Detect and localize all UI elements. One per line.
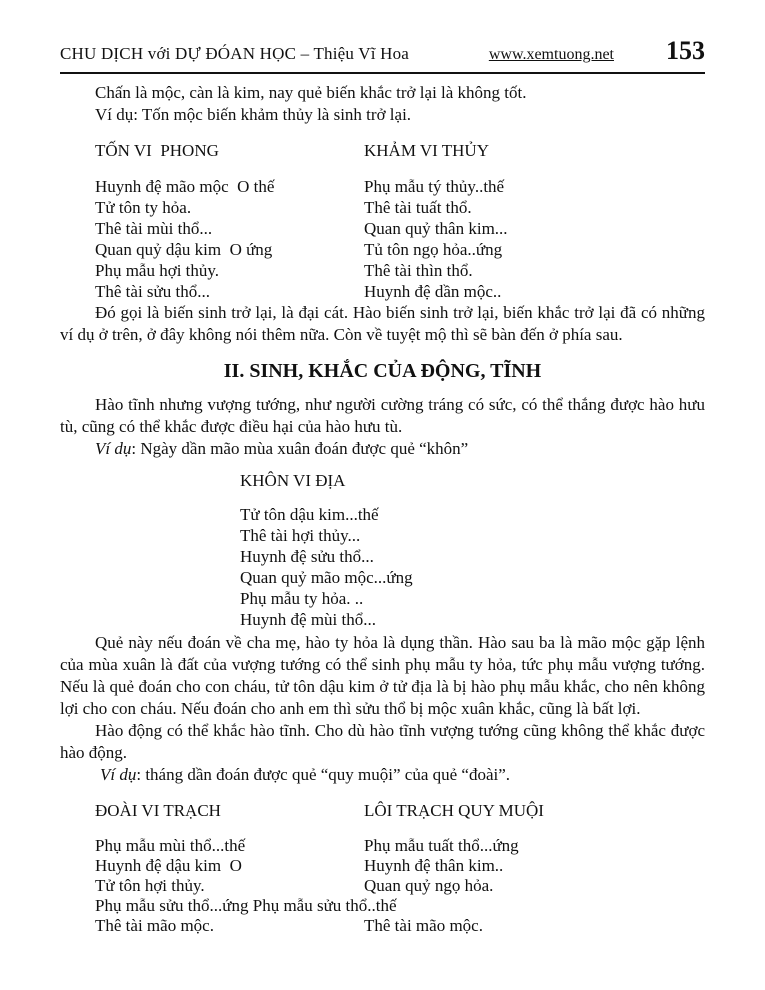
pair1-left-line: Quan quỷ dậu kim O ứng: [95, 240, 273, 259]
pair1-left-line: Huynh đệ mão mộc O thế: [95, 177, 275, 196]
khon-lines: [240, 504, 705, 630]
pair2-titles: [60, 800, 705, 822]
pair1-right-line: Tủ tôn ngọ hỏa..ứng: [364, 240, 503, 259]
paragraph-4: Hào động có thể khắc hào tĩnh. Cho dù hào tĩnh vượng tướng cũng không thể khắc được hào động.: [60, 721, 705, 762]
pair1-left-line: Thê tài sửu thổ...: [95, 282, 210, 301]
example-line-3: [60, 764, 705, 786]
example-3-text: : tháng dần đoán được quẻ “quy muội” của quẻ “đoài”.: [136, 765, 511, 784]
example-2-text: : Ngày dần mão mùa xuân đoán được quẻ “khôn”: [131, 439, 469, 458]
section-heading: II. SINH, KHẮC CỦA ĐỘNG, TĨNH: [223, 360, 542, 382]
intro-line-2: Ví dụ: Tốn mộc biến khảm thủy là sinh trở lại.: [95, 105, 412, 124]
khon-line: Thê tài hợi thủy...: [240, 526, 361, 545]
khon-title: KHÔN VI ĐỊA: [240, 471, 346, 490]
pair1-titles: [60, 140, 705, 162]
pair1-right-line: Thê tài thìn thổ.: [364, 261, 473, 280]
example-3-label: Ví dụ: [100, 765, 137, 784]
pair1-right-title: KHẢM VI THỦY: [364, 141, 489, 160]
page-header: [60, 36, 705, 66]
khon-line: Tử tôn dậu kim...thế: [240, 505, 379, 524]
pair1-right-line: Quan quỷ thân kim...: [364, 219, 508, 238]
pair1-left-line: Phụ mẫu hợi thủy.: [95, 261, 220, 280]
pair2-right-line: Huynh đệ thân kim..: [364, 856, 504, 875]
pair2-right-line: Quan quỷ ngọ hỏa.: [364, 876, 494, 895]
pair2-left-title: ĐOÀI VI TRẠCH: [95, 801, 221, 820]
khon-line: Huynh đệ mùi thổ...: [240, 610, 376, 629]
pair1-lines: [60, 176, 705, 302]
pair1-right-line: Phụ mẫu tý thủy..thế: [364, 177, 505, 196]
pair2-left-line: Thê tài mão mộc.: [95, 916, 214, 935]
pair2-left-line: Tử tôn hợi thủy.: [95, 876, 205, 895]
pair2-left-line: Phụ mẫu mùi thổ...thế: [95, 836, 246, 855]
intro-line-1: Chấn là mộc, càn là kim, nay quẻ biến khắc trở lại là không tốt.: [95, 83, 527, 102]
pair2-lines: [60, 836, 705, 936]
pair2-left-line: Huynh đệ dậu kim O: [95, 856, 242, 875]
khon-line: Quan quỷ mão mộc...ứng: [240, 568, 413, 587]
intro-block: [60, 82, 705, 126]
khon-line: Huynh đệ sửu thổ...: [240, 547, 374, 566]
book-title: CHU DỊCH với DỰ ĐÓAN HỌC – Thiệu Vĩ Hoa: [60, 44, 410, 63]
paragraph-3: Quẻ này nếu đoán về cha mẹ, hào ty hỏa là dụng thần. Hào sau ba là mão mộc gặp lệnh của mùa xuân là đất của vượng tướng có thể sinh phụ mẫu ty hỏa, tức phụ mẫu vượng tướng. Nếu là quẻ đoán cho con cháu, tử tôn dậu kim ở tử địa là bị hào phụ mẫu khắc, cho nên không lợi cho con cháu. Nếu đoán cho anh em thì sửu thổ bị mộc xuân khắc, cũng là bất lợi.: [60, 633, 705, 718]
header-rule: [60, 72, 705, 74]
pair1-left-line: Thê tài mùi thổ...: [95, 219, 213, 238]
page-number: 153: [666, 36, 705, 65]
pair2-right-line: Thê tài mão mộc.: [364, 916, 483, 935]
pair1-right-line: Thê tài tuất thổ.: [364, 198, 472, 217]
pair1-left-title: TỐN VI PHONG: [95, 141, 219, 160]
pair1-right-line: Huynh đệ dần mộc..: [364, 282, 502, 301]
example-2-label: Ví dụ: [95, 439, 132, 458]
khon-line: Phụ mẫu ty hỏa. ..: [240, 589, 364, 608]
paragraph-1: Đó gọi là biến sinh trở lại, là đại cát. Hào biến sinh trở lại, biến khắc trở lại đã có những ví dụ ở trên, ở đây không nói thêm nữa. Còn về tuyệt mộ thì sẽ bàn đến ở phía sau.: [60, 303, 705, 344]
website-url: www.xemtuong.net: [488, 46, 614, 63]
khon-block: [240, 470, 705, 630]
example-line-2: [60, 438, 705, 460]
pair2-left-line: Phụ mẫu sửu thổ...ứng Phụ mẫu sửu thổ..thế: [95, 896, 397, 915]
pair2-right-line: Phụ mẫu tuất thổ...ứng: [364, 836, 519, 855]
pair2-right-title: LÔI TRẠCH QUY MUỘI: [364, 801, 544, 820]
pair2-right-line: [364, 896, 705, 916]
paragraph-2: Hào tĩnh nhưng vượng tướng, như người cường tráng có sức, có thể thắng được hào hưu tù, cũng có thể khắc được điều hại của hào hưu tù.: [60, 395, 705, 436]
pair1-left-line: Tử tôn ty hỏa.: [95, 198, 192, 217]
